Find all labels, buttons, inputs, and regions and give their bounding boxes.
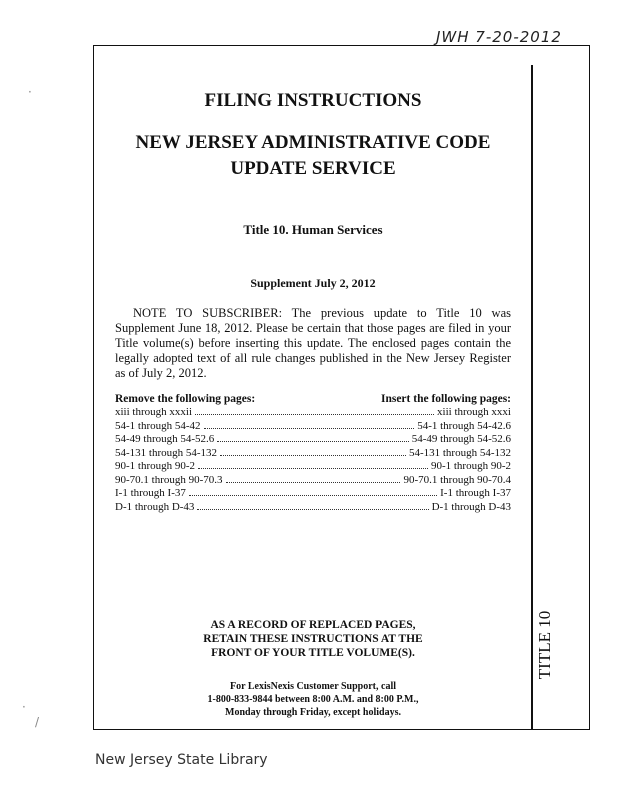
code-title-line-1: NEW JERSEY ADMINISTRATIVE CODE bbox=[135, 132, 491, 153]
remove-pages: 54-1 through 54-42 bbox=[115, 419, 201, 432]
margin-mark: · bbox=[28, 85, 32, 99]
insert-pages: 54-131 through 54-132 bbox=[408, 446, 511, 459]
code-title bbox=[115, 130, 511, 182]
title-line: Title 10. Human Services bbox=[243, 222, 383, 237]
table-row bbox=[115, 487, 511, 501]
insert-pages: 54-1 through 54-42.6 bbox=[417, 419, 511, 432]
insert-pages: I-1 through I-37 bbox=[440, 487, 511, 499]
remove-pages: I-1 through I-37 bbox=[115, 487, 186, 499]
support-info bbox=[115, 680, 511, 719]
table-row bbox=[115, 501, 511, 515]
table-row bbox=[115, 406, 511, 420]
insert-pages: 90-1 through 90-2 bbox=[430, 460, 511, 472]
record-line-2: RETAIN THESE INSTRUCTIONS AT THE bbox=[203, 633, 423, 645]
support-line-1: For LexisNexis Customer Support, call bbox=[229, 681, 396, 692]
table-row bbox=[115, 447, 511, 461]
page-title: FILING INSTRUCTIONS bbox=[204, 90, 422, 111]
insert-pages: xiii through xxxi bbox=[437, 406, 511, 418]
support-line-3: Monday through Friday, except holidays. bbox=[225, 707, 401, 718]
leader-dots bbox=[204, 428, 415, 429]
handwritten-annotation: JWH 7-20-2012 bbox=[436, 28, 562, 46]
insert-header: Insert the following pages: bbox=[380, 393, 511, 405]
leader-dots bbox=[197, 509, 428, 510]
sidebar-divider bbox=[531, 65, 533, 730]
table-row bbox=[115, 420, 511, 434]
leader-dots bbox=[189, 495, 437, 496]
leader-dots bbox=[217, 441, 408, 442]
leader-dots bbox=[198, 468, 428, 469]
table-row bbox=[115, 474, 511, 488]
insert-pages: 90-70.1 through 90-70.4 bbox=[403, 473, 511, 486]
pages-table-header bbox=[115, 393, 511, 405]
leader-dots bbox=[220, 455, 406, 456]
remove-pages: 90-1 through 90-2 bbox=[115, 460, 196, 472]
subscriber-note: NOTE TO SUBSCRIBER: The previous update to Title 10 was Supplement June 18, 2012. Please be certain that those pages are filed in your Title volume(s) before inserting this update. The enclosed pages contain the legally adopted text of all rule changes published in the New Jersey Register as of July 2, 2012. bbox=[115, 306, 511, 380]
table-row bbox=[115, 460, 511, 474]
record-notice bbox=[115, 618, 511, 660]
remove-header: Remove the following pages: bbox=[115, 393, 256, 405]
code-title-line-2: UPDATE SERVICE bbox=[230, 158, 396, 179]
library-footer: New Jersey State Library bbox=[95, 752, 268, 768]
remove-pages: D-1 through D-43 bbox=[115, 500, 195, 513]
remove-pages: 90-70.1 through 90-70.3 bbox=[115, 473, 223, 486]
title-tab-label: TITLE 10 bbox=[535, 610, 554, 680]
leader-dots bbox=[195, 414, 434, 415]
pages-table bbox=[115, 406, 511, 514]
remove-pages: 54-49 through 54-52.6 bbox=[115, 433, 215, 445]
remove-pages: xiii through xxxii bbox=[115, 406, 192, 418]
margin-mark: / bbox=[35, 715, 40, 729]
insert-pages: 54-49 through 54-52.6 bbox=[411, 433, 511, 445]
document-content bbox=[115, 70, 511, 514]
table-row bbox=[115, 433, 511, 447]
record-line-1: AS A RECORD OF REPLACED PAGES, bbox=[210, 619, 416, 631]
leader-dots bbox=[226, 482, 401, 483]
remove-pages: 54-131 through 54-132 bbox=[115, 446, 218, 459]
supplement-date: Supplement July 2, 2012 bbox=[250, 276, 376, 290]
insert-pages: D-1 through D-43 bbox=[431, 500, 511, 513]
support-line-2: 1-800-833-9844 between 8:00 A.M. and 8:00 P.M., bbox=[207, 694, 419, 705]
record-line-3: FRONT OF YOUR TITLE VOLUME(S). bbox=[211, 647, 415, 659]
margin-mark: · bbox=[22, 700, 26, 714]
